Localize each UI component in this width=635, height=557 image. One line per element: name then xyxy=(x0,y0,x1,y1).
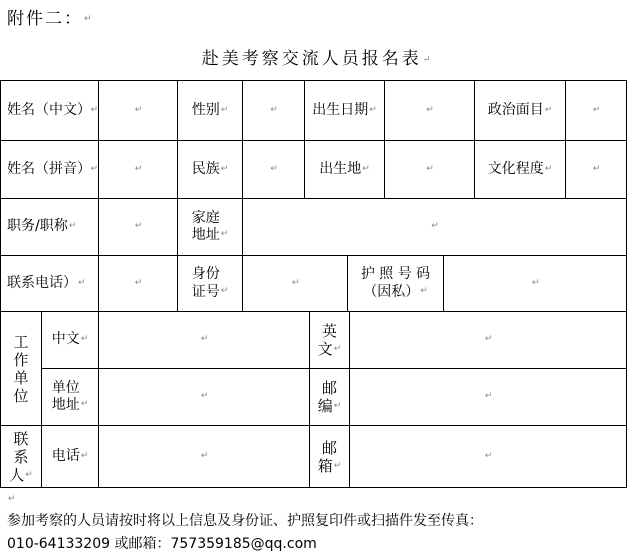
postcode-field[interactable]: ↵ xyxy=(349,368,627,426)
ethnicity-label: 民族 ↵ xyxy=(177,140,243,199)
gender-field[interactable]: ↵ xyxy=(242,80,305,141)
phone-label: 联系电话） ↵ xyxy=(0,255,99,312)
passport-field[interactable]: ↵ xyxy=(443,255,627,312)
postcode-label: 邮 编↵ xyxy=(309,368,350,426)
name-cn-field[interactable]: ↵ xyxy=(98,80,178,141)
unit-address-label: 单位 地址↵ xyxy=(41,368,99,426)
home-address-field[interactable]: ↵ xyxy=(242,198,627,256)
position-label: 职务/职称 ↵ xyxy=(0,198,99,256)
birth-date-field[interactable]: ↵ xyxy=(384,80,475,141)
english-label: 英 文↵ xyxy=(309,311,350,369)
birthplace-label: 出生地 ↵ xyxy=(304,140,385,199)
annex-label: 附件二：↵ xyxy=(7,9,94,29)
passport-label: 护 照 号 码 （因私）↵ xyxy=(347,255,444,312)
ethnicity-field[interactable]: ↵ xyxy=(242,140,305,199)
contact-fax-email: 010-64133209 或邮箱：757359185@qq.com xyxy=(7,536,317,552)
mailbox-field[interactable]: ↵ xyxy=(349,425,627,488)
phone-field[interactable]: ↵ xyxy=(98,255,178,312)
political-status-field[interactable]: ↵ xyxy=(565,80,627,141)
name-pinyin-field[interactable]: ↵ xyxy=(98,140,178,199)
workplace-chinese-field[interactable]: ↵ xyxy=(98,311,310,369)
mailbox-label: 邮 箱↵ xyxy=(309,425,350,488)
workplace-english-field[interactable]: ↵ xyxy=(349,311,627,369)
position-field[interactable]: ↵ xyxy=(98,198,178,256)
form-title: 赴美考察交流人员报名表↵ xyxy=(201,49,434,69)
home-address-label: 家庭 地址↵ xyxy=(177,198,243,256)
submission-instructions: 参加考察的人员请按时将以上信息及身份证、护照复印件或扫描件发至传真： xyxy=(7,513,483,529)
name-cn-label: 姓名（中文） ↵ xyxy=(0,80,99,141)
paragraph-mark: ↵ xyxy=(8,494,16,504)
workplace-chinese-label: 中文 ↵ xyxy=(41,311,99,369)
birth-date-label: 出生日期 ↵ xyxy=(304,80,385,141)
contact-phone-field[interactable]: ↵ xyxy=(98,425,310,488)
education-field[interactable]: ↵ xyxy=(565,140,627,199)
contact-person-label: 联 系 人↵ xyxy=(0,425,42,488)
id-number-field[interactable]: ↵ xyxy=(242,255,348,312)
unit-address-field[interactable]: ↵ xyxy=(98,368,310,426)
name-pinyin-label: 姓名（拼音） ↵ xyxy=(0,140,99,199)
political-status-label: 政治面目 ↵ xyxy=(474,80,566,141)
education-label: 文化程度 ↵ xyxy=(474,140,566,199)
gender-label: 性别 ↵ xyxy=(177,80,243,141)
workplace-label: 工 作 单 位 xyxy=(0,311,42,426)
contact-phone-label: 电话 ↵ xyxy=(41,425,99,488)
birthplace-field[interactable]: ↵ xyxy=(384,140,475,199)
id-number-label: 身份 证号↵ xyxy=(177,255,243,312)
